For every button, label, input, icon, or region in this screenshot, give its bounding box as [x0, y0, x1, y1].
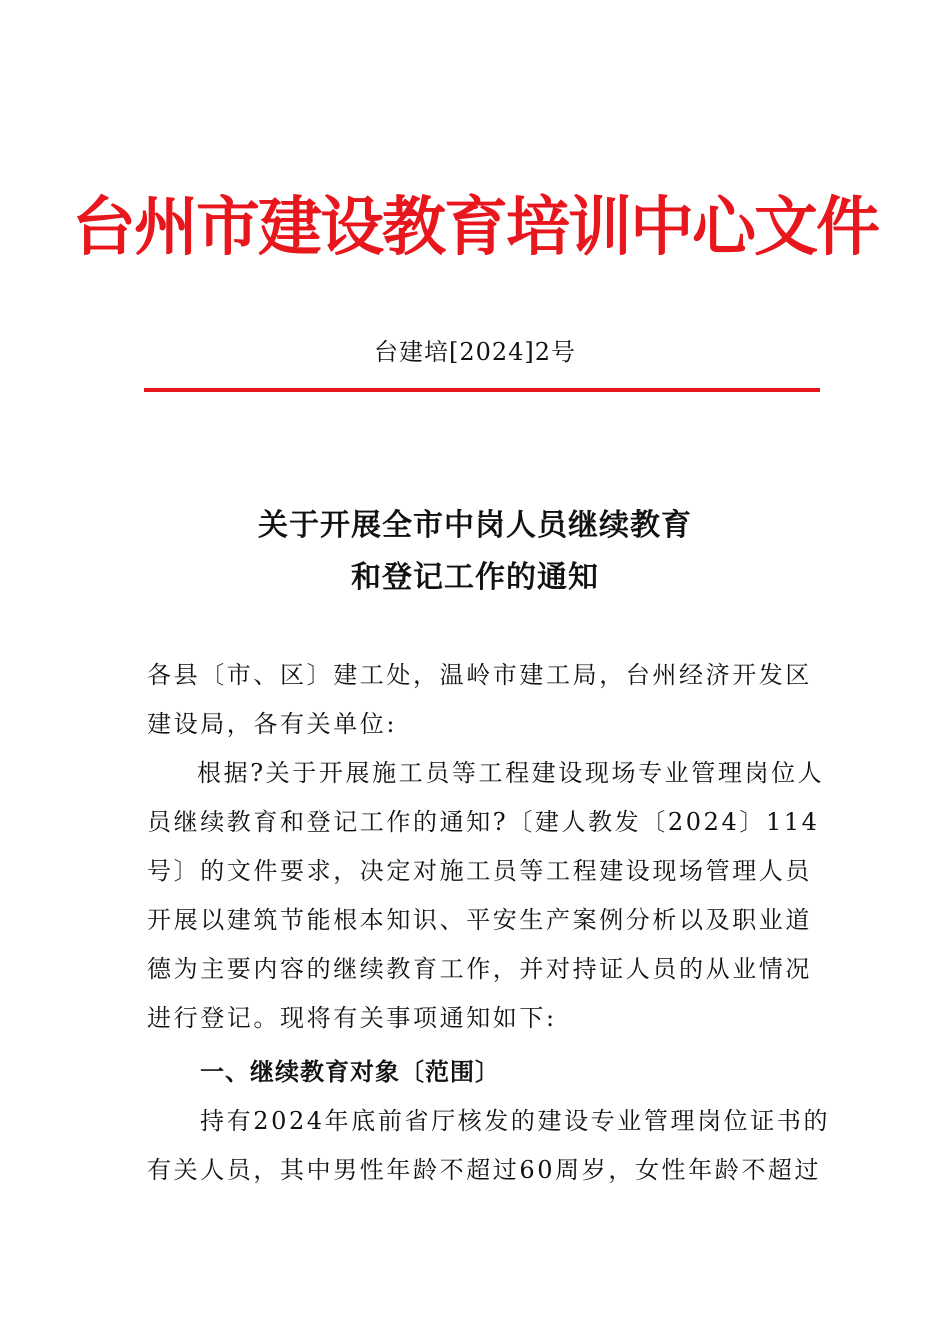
body-line: 根据?关于开展施工员等工程建设现场专业管理岗位人 — [197, 759, 825, 787]
body-line: 持有2024年底前省厅核发的建设专业管理岗位证书的 — [200, 1107, 831, 1135]
body-line: 德为主要内容的继续教育工作，并对持证人员的从业情况 — [147, 955, 812, 983]
red-divider-line — [144, 388, 820, 392]
notice-title-line-1: 关于开展全市中岗人员继续教育 — [258, 508, 692, 543]
body-line: 员继续教育和登记工作的通知?〔建人教发〔2024〕114 — [147, 808, 820, 836]
notice-title-line-2: 和登记工作的通知 — [351, 560, 599, 595]
section-heading: 一、继续教育对象〔范围〕 — [200, 1058, 500, 1086]
body-line: 建设局，各有关单位: — [147, 710, 398, 738]
document-number: 台建培[2024]2号 — [373, 338, 577, 366]
body-line: 进行登记。现将有关事项通知如下: — [147, 1004, 557, 1032]
body-line: 各县〔市、区〕建工处，温岭市建工局，台州经济开发区 — [147, 661, 812, 689]
body-line: 开展以建筑节能根本知识、平安生产案例分析以及职业道 — [147, 906, 812, 934]
body-line: 有关人员，其中男性年龄不超过60周岁，女性年龄不超过 — [147, 1156, 822, 1184]
body-line: 号〕的文件要求，决定对施工员等工程建设现场管理人员 — [147, 857, 812, 885]
masthead: 台州市建设教育培训中心文件 — [72, 191, 878, 265]
